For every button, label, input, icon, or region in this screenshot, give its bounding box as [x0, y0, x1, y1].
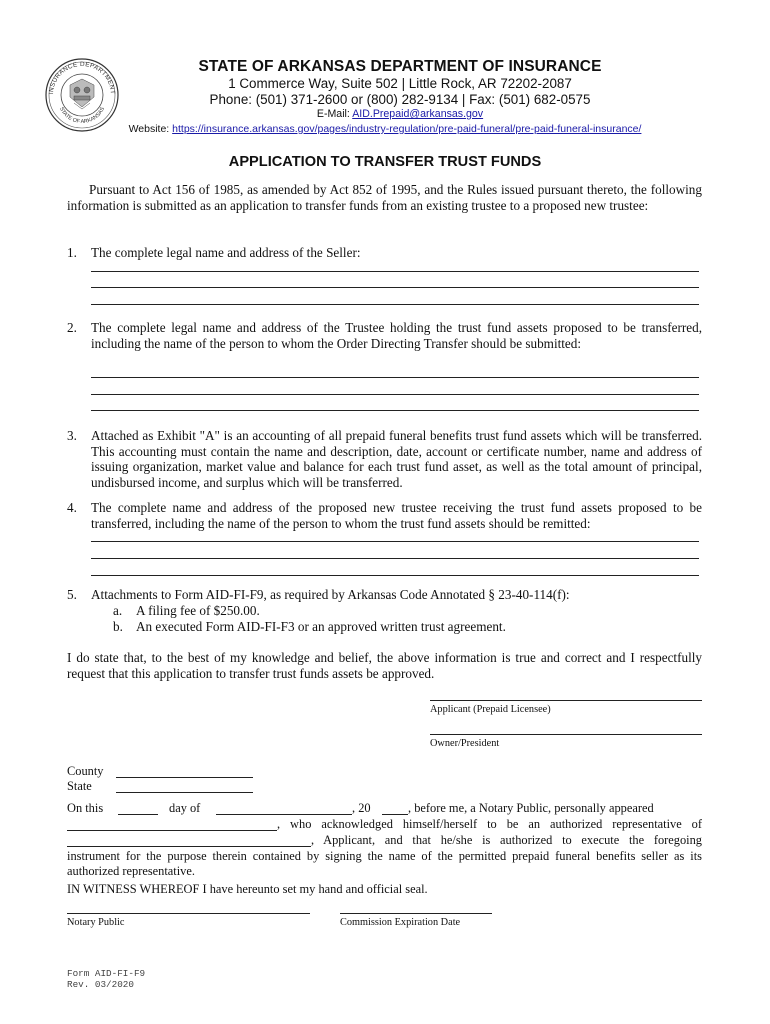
agency-name: STATE OF ARKANSAS DEPARTMENT OF INSURANCE: [198, 58, 602, 75]
trustee-line-1[interactable]: [91, 377, 699, 378]
seller-line-2[interactable]: [91, 287, 699, 288]
notary-representative-name-field[interactable]: [67, 830, 277, 831]
item-4-text: The complete name and address of the proposed new trustee receiving the trust fund assets proposed to be transferred, including the name of the person to whom the trust fund assets should be remitted:: [91, 500, 702, 531]
website-line: [30, 123, 740, 135]
item-1-number: 1.: [67, 245, 77, 260]
notary-day-of: day of: [169, 801, 201, 815]
item-3-text: Attached as Exhibit "A" is an accounting of all prepaid funeral benefits trust fund assets which will be transferred. This accounting must contain the name and description, date, account or certificate number, name and address of issuing organization, market value and balance for each trust fund asset, as well as the total amount of principal, undisbursed income, and surplus which will be transferred.: [91, 428, 702, 490]
email-label: E-Mail:: [316, 108, 350, 120]
item-5a-label: a.: [113, 603, 123, 618]
agency-address: 1 Commerce Way, Suite 502 | Little Rock, AR 72202-2087: [228, 76, 572, 91]
item-4-number: 4.: [67, 500, 77, 515]
new-trustee-line-2[interactable]: [91, 558, 699, 559]
commission-expiration-line[interactable]: [340, 913, 492, 914]
website-label: Website:: [128, 123, 170, 135]
owner-signature-line[interactable]: [430, 734, 702, 735]
item-1-text: The complete legal name and address of the Seller:: [91, 245, 361, 260]
item-5b-label: b.: [113, 619, 123, 634]
applicant-label: Applicant (Prepaid Licensee): [430, 704, 551, 715]
notary-instrument-text: instrument for the purpose therein contained by signing the name of the permitted prepaid funeral benefits seller as its authorized representative.: [67, 849, 702, 878]
notary-on-this: On this: [67, 801, 104, 815]
item-5-number: 5.: [67, 587, 77, 602]
item-5-text: Attachments to Form AID-FI-F9, as required by Arkansas Code Annotated § 23-40-114(f):: [91, 587, 570, 602]
notary-year-field[interactable]: [382, 814, 408, 815]
form-id: Form AID-FI-F9: [67, 968, 146, 979]
applicant-signature-line[interactable]: [430, 700, 702, 701]
email-link[interactable]: AID.Prepaid@arkansas.gov: [352, 108, 484, 120]
notary-acknowledged: , who acknowledged himself/herself to be an authorized representative of: [277, 817, 702, 831]
state-seal-icon: [44, 57, 120, 133]
new-trustee-line-1[interactable]: [91, 541, 699, 542]
item-5b-text: An executed Form AID-FI-F3 or an approved written trust agreement.: [136, 619, 506, 634]
form-title: APPLICATION TO TRANSFER TRUST FUNDS: [228, 154, 542, 170]
seller-line-3[interactable]: [91, 304, 699, 305]
notary-month-field[interactable]: [216, 814, 352, 815]
attestation-statement: I do state that, to the best of my knowledge and belief, the above information is true and correct and I respectfully request that this application to transfer trust funds assets be approved.: [67, 650, 702, 681]
intro-paragraph: Pursuant to Act 156 of 1985, as amended by Act 852 of 1995, and the Rules issued pursuant thereto, the following information is submitted as an application to transfer funds from an existing trustee to a proposed new trustee:: [67, 182, 702, 213]
notary-twenty: , 20: [352, 801, 371, 815]
seal-inner-text: STATE OF ARKANSAS: [57, 106, 107, 126]
agency-phone: Phone: (501) 371-2600 or (800) 282-9134 | Fax: (501) 682-0575: [209, 92, 591, 107]
witness-statement: IN WITNESS WHEREOF I have hereunto set my hand and official seal.: [67, 882, 428, 896]
notary-authorized: , Applicant, and that he/she is authorized to execute the foregoing: [311, 833, 702, 847]
owner-label: Owner/President: [430, 738, 500, 749]
notary-day-field[interactable]: [118, 814, 158, 815]
commission-expiration-label: Commission Expiration Date: [340, 917, 461, 928]
item-5a-text: A filing fee of $250.00.: [136, 603, 260, 618]
notary-before-me: , before me, a Notary Public, personally appeared: [408, 801, 654, 815]
county-field[interactable]: [116, 777, 253, 778]
trustee-line-2[interactable]: [91, 394, 699, 395]
form-revision: Rev. 03/2020: [67, 979, 134, 990]
trustee-line-3[interactable]: [91, 410, 699, 411]
notary-public-label: Notary Public: [67, 917, 125, 928]
item-2-number: 2.: [67, 320, 77, 335]
new-trustee-line-3[interactable]: [91, 575, 699, 576]
website-link[interactable]: https://insurance.arkansas.gov/pages/industry-regulation/pre-paid-funeral/pre-paid-funeral-insurance/: [172, 123, 642, 135]
item-2-text: The complete legal name and address of the Trustee holding the trust fund assets proposed to be transferred, including the name of the person to whom the Order Directing Transfer should be submitted:: [91, 320, 702, 351]
state-field[interactable]: [116, 792, 253, 793]
notary-signature-line[interactable]: [67, 913, 310, 914]
county-label: County: [67, 764, 104, 778]
notary-applicant-name-field[interactable]: [67, 846, 311, 847]
seal-outer-text: INSURANCE DEPARTMENT: [47, 60, 117, 95]
seller-line-1[interactable]: [91, 271, 699, 272]
item-3-number: 3.: [67, 428, 77, 443]
email-line: [130, 108, 670, 120]
state-label: State: [67, 779, 92, 793]
